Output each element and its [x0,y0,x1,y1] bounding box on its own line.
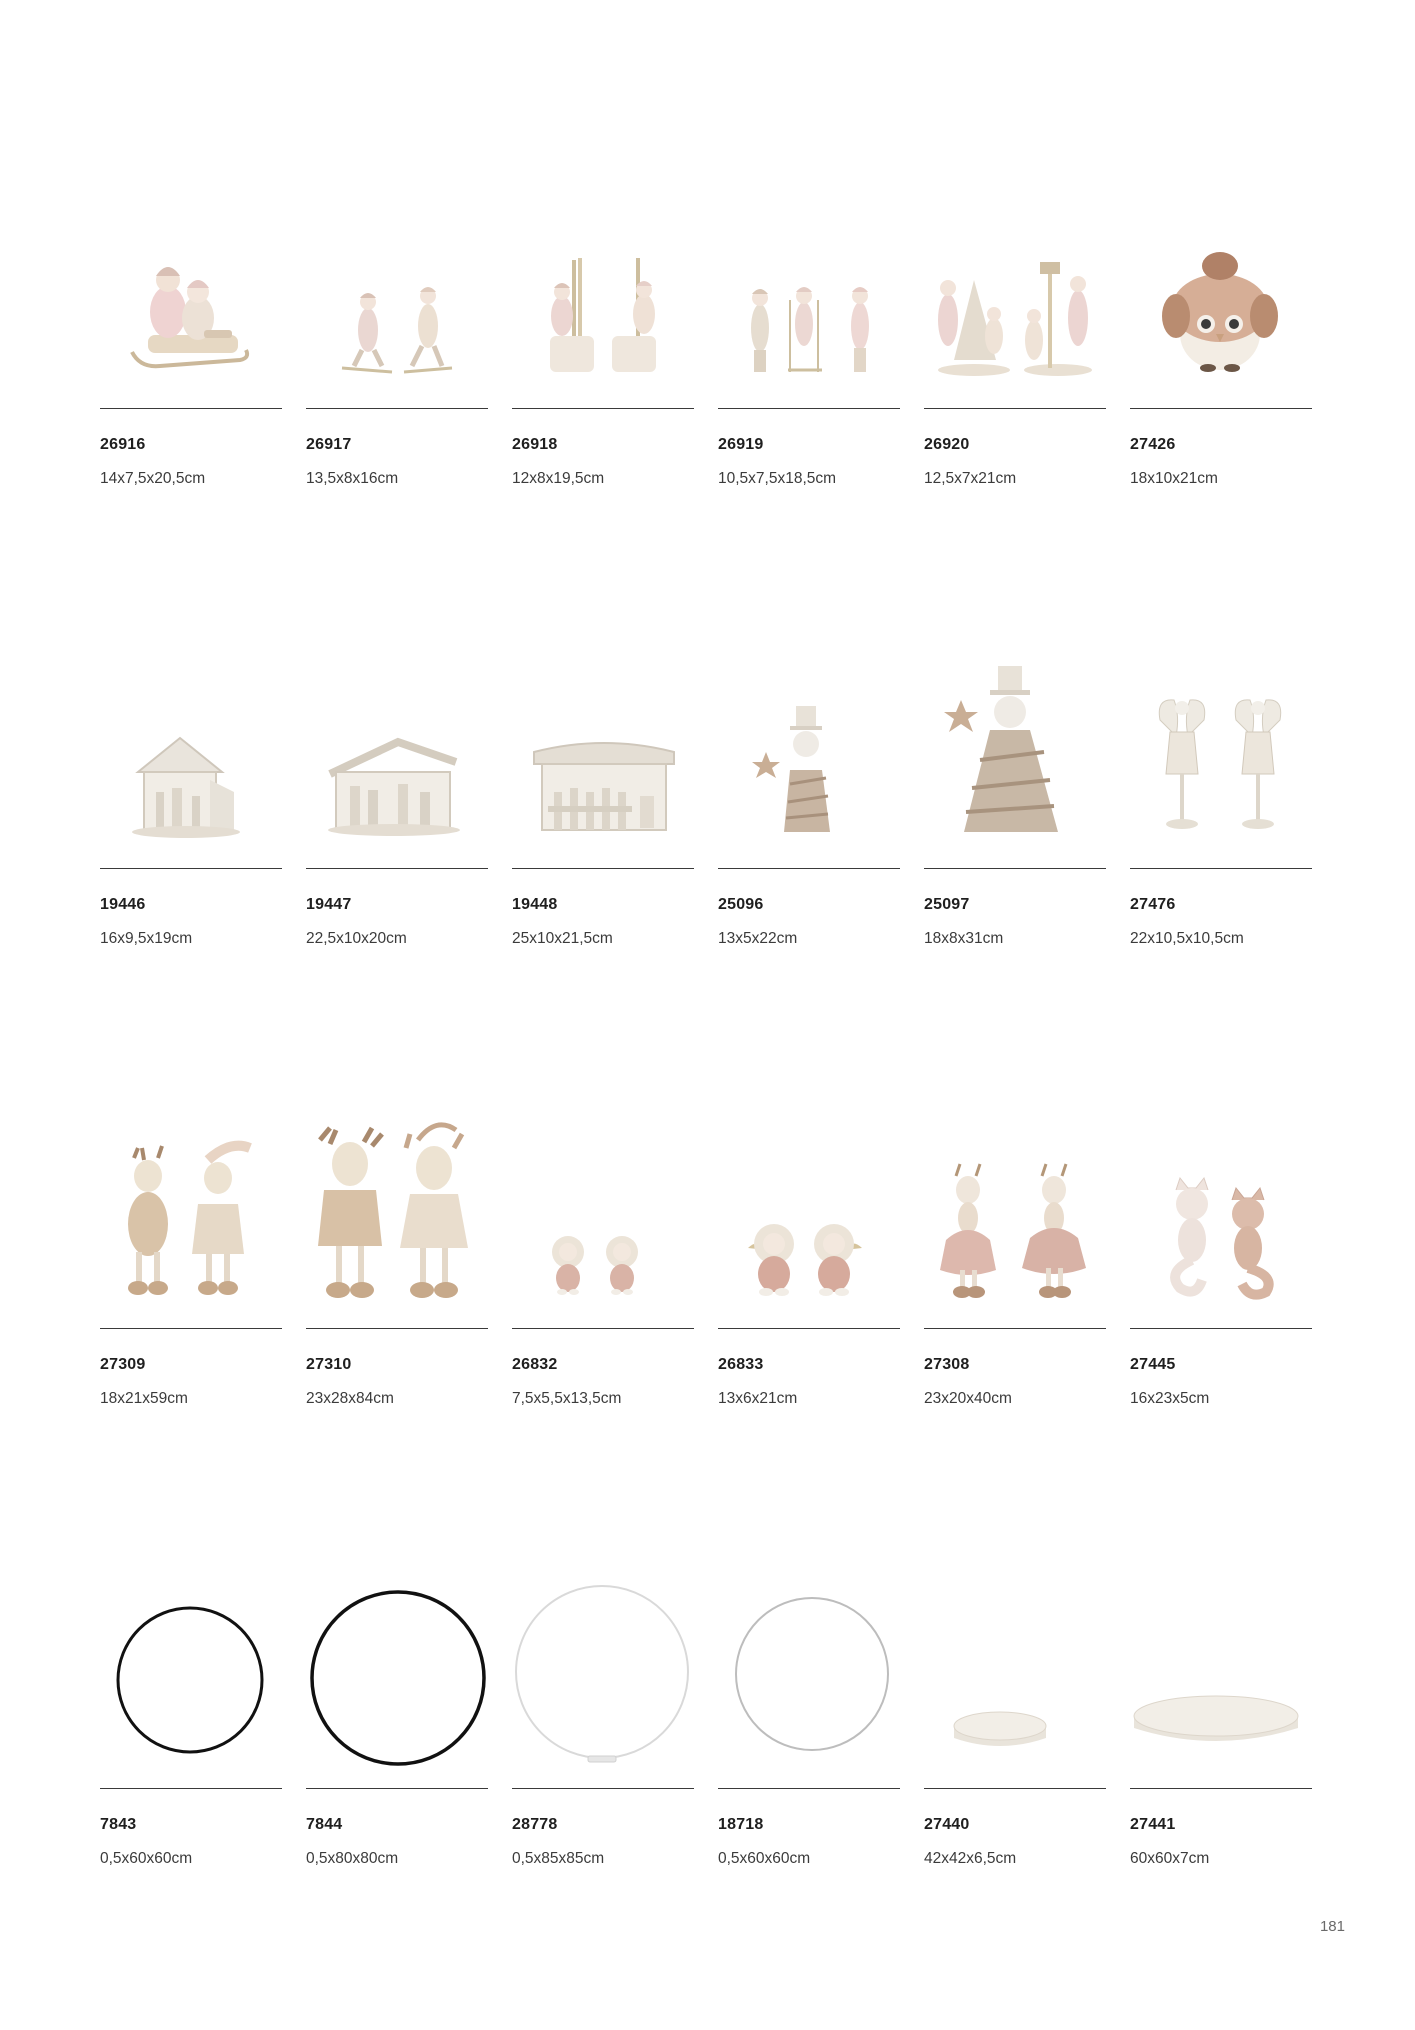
divider [306,1328,488,1329]
product-code: 26833 [718,1356,764,1373]
page-number: 181 [1319,1918,1345,1935]
divider [306,1788,488,1789]
product-card[interactable] [306,660,488,990]
product-dimensions: 0,5x60x60cm [718,1850,811,1867]
product-dimensions: 13x5x22cm [718,930,798,947]
skier-children-figurines-icon [718,200,900,405]
product-card[interactable] [512,200,694,530]
divider [924,408,1106,409]
product-dimensions: 12,5x7x21cm [924,470,1017,487]
product-code: 27476 [1130,896,1176,913]
divider [100,868,282,869]
cat-ornaments-icon [1130,1120,1312,1325]
product-card[interactable] [512,660,694,990]
divider [512,868,694,869]
black-metal-ring-large-icon [306,1580,488,1785]
product-dimensions: 22x10,5x10,5cm [1130,930,1244,947]
owl-with-hat-figurine-icon [1130,200,1312,405]
product-dimensions: 0,5x85x85cm [512,1850,605,1867]
product-dimensions: 18x8x31cm [924,930,1004,947]
product-code: 27310 [306,1356,352,1373]
product-dimensions: 13,5x8x16cm [306,470,399,487]
standing-moose-pair-icon [100,1120,282,1325]
product-card[interactable] [718,1120,900,1450]
round-base-large-icon [1130,1580,1312,1785]
product-dimensions: 42x42x6,5cm [924,1850,1017,1867]
divider [1130,868,1312,869]
product-code: 25096 [718,896,764,913]
divider [306,868,488,869]
product-code: 27309 [100,1356,146,1373]
product-code: 26920 [924,436,970,453]
product-card[interactable] [100,1120,282,1450]
product-card[interactable] [100,200,282,530]
product-dimensions: 25x10x21,5cm [512,930,613,947]
product-code: 25097 [924,896,970,913]
divider [512,1788,694,1789]
product-dimensions: 23x20x40cm [924,1390,1012,1407]
divider [718,1328,900,1329]
product-code: 19448 [512,896,558,913]
product-card[interactable] [1130,660,1312,990]
product-code: 7844 [306,1816,343,1833]
divider [306,408,488,409]
product-code: 28778 [512,1816,558,1833]
product-dimensions: 12x8x19,5cm [512,470,605,487]
driftwood-snowman-small-icon [718,660,900,865]
product-row [100,1120,1316,1570]
product-card[interactable] [512,1120,694,1450]
product-dimensions: 22,5x10x20cm [306,930,407,947]
nativity-stable-medium-icon [306,660,488,865]
children-with-skis-figurines-icon [512,200,694,405]
product-dimensions: 10,5x7,5x18,5cm [718,470,837,487]
silver-metal-ring-icon [718,1580,900,1785]
product-card[interactable] [718,200,900,530]
product-code: 27308 [924,1356,970,1373]
product-dimensions: 18x10x21cm [1130,470,1218,487]
nativity-stable-small-icon [100,660,282,865]
divider [1130,408,1312,409]
product-card[interactable] [100,660,282,990]
product-code: 27426 [1130,436,1176,453]
product-dimensions: 16x23x5cm [1130,1390,1210,1407]
divider [512,1328,694,1329]
product-card[interactable] [306,200,488,530]
product-dimensions: 14x7,5x20,5cm [100,470,206,487]
divider [512,408,694,409]
product-dimensions: 0,5x60x60cm [100,1850,193,1867]
divider [924,868,1106,869]
divider [1130,1788,1312,1789]
product-code: 27441 [1130,1816,1176,1833]
divider [100,1788,282,1789]
product-card[interactable] [306,1120,488,1450]
product-card[interactable] [924,660,1106,990]
product-code: 26918 [512,436,558,453]
black-metal-ring-small-icon [100,1580,282,1785]
product-code: 26916 [100,436,146,453]
product-code: 19447 [306,896,352,913]
nativity-stable-large-icon [512,660,694,865]
product-code: 26917 [306,436,352,453]
large-standing-moose-pair-icon [306,1120,488,1325]
product-code: 19446 [100,896,146,913]
small-angel-figures-icon [512,1120,694,1325]
product-card[interactable] [718,1580,900,1910]
driftwood-snowman-large-icon [924,660,1106,865]
product-code: 26919 [718,436,764,453]
product-card[interactable] [512,1580,694,1910]
product-card[interactable] [1130,1120,1312,1450]
product-code: 27445 [1130,1356,1176,1373]
children-on-sled-figurine-icon [100,200,282,405]
divider [718,408,900,409]
product-code: 27440 [924,1816,970,1833]
product-dimensions: 0,5x80x80cm [306,1850,399,1867]
product-code: 18718 [718,1816,764,1833]
round-base-small-icon [924,1580,1106,1785]
product-row [100,1580,1316,2030]
product-card[interactable] [924,1120,1106,1450]
divider [924,1328,1106,1329]
angel-candle-holders-icon [1130,660,1312,865]
divider [1130,1328,1312,1329]
product-card[interactable] [100,1580,282,1910]
product-card[interactable] [718,660,900,990]
product-card[interactable] [1130,1580,1312,1910]
divider [718,868,900,869]
product-card[interactable] [924,1580,1106,1910]
product-row [100,660,1316,1110]
moose-ballerina-pair-icon [924,1120,1106,1325]
divider [100,408,282,409]
divider [718,1788,900,1789]
product-card[interactable] [306,1580,488,1910]
product-card[interactable] [1130,200,1312,530]
product-dimensions: 23x28x84cm [306,1390,394,1407]
skier-figurines-icon [306,200,488,405]
children-with-tree-figurines-icon [924,200,1106,405]
product-dimensions: 60x60x7cm [1130,1850,1210,1867]
product-dimensions: 18x21x59cm [100,1390,188,1407]
angel-figures-icon [718,1120,900,1325]
product-dimensions: 13x6x21cm [718,1390,798,1407]
product-row [100,200,1316,650]
product-card[interactable] [924,200,1106,530]
divider [924,1788,1106,1789]
product-code: 7843 [100,1816,137,1833]
product-dimensions: 7,5x5,5x13,5cm [512,1390,622,1407]
divider [100,1328,282,1329]
product-dimensions: 16x9,5x19cm [100,930,193,947]
product-code: 26832 [512,1356,558,1373]
white-ring-on-stand-icon [512,1580,694,1785]
